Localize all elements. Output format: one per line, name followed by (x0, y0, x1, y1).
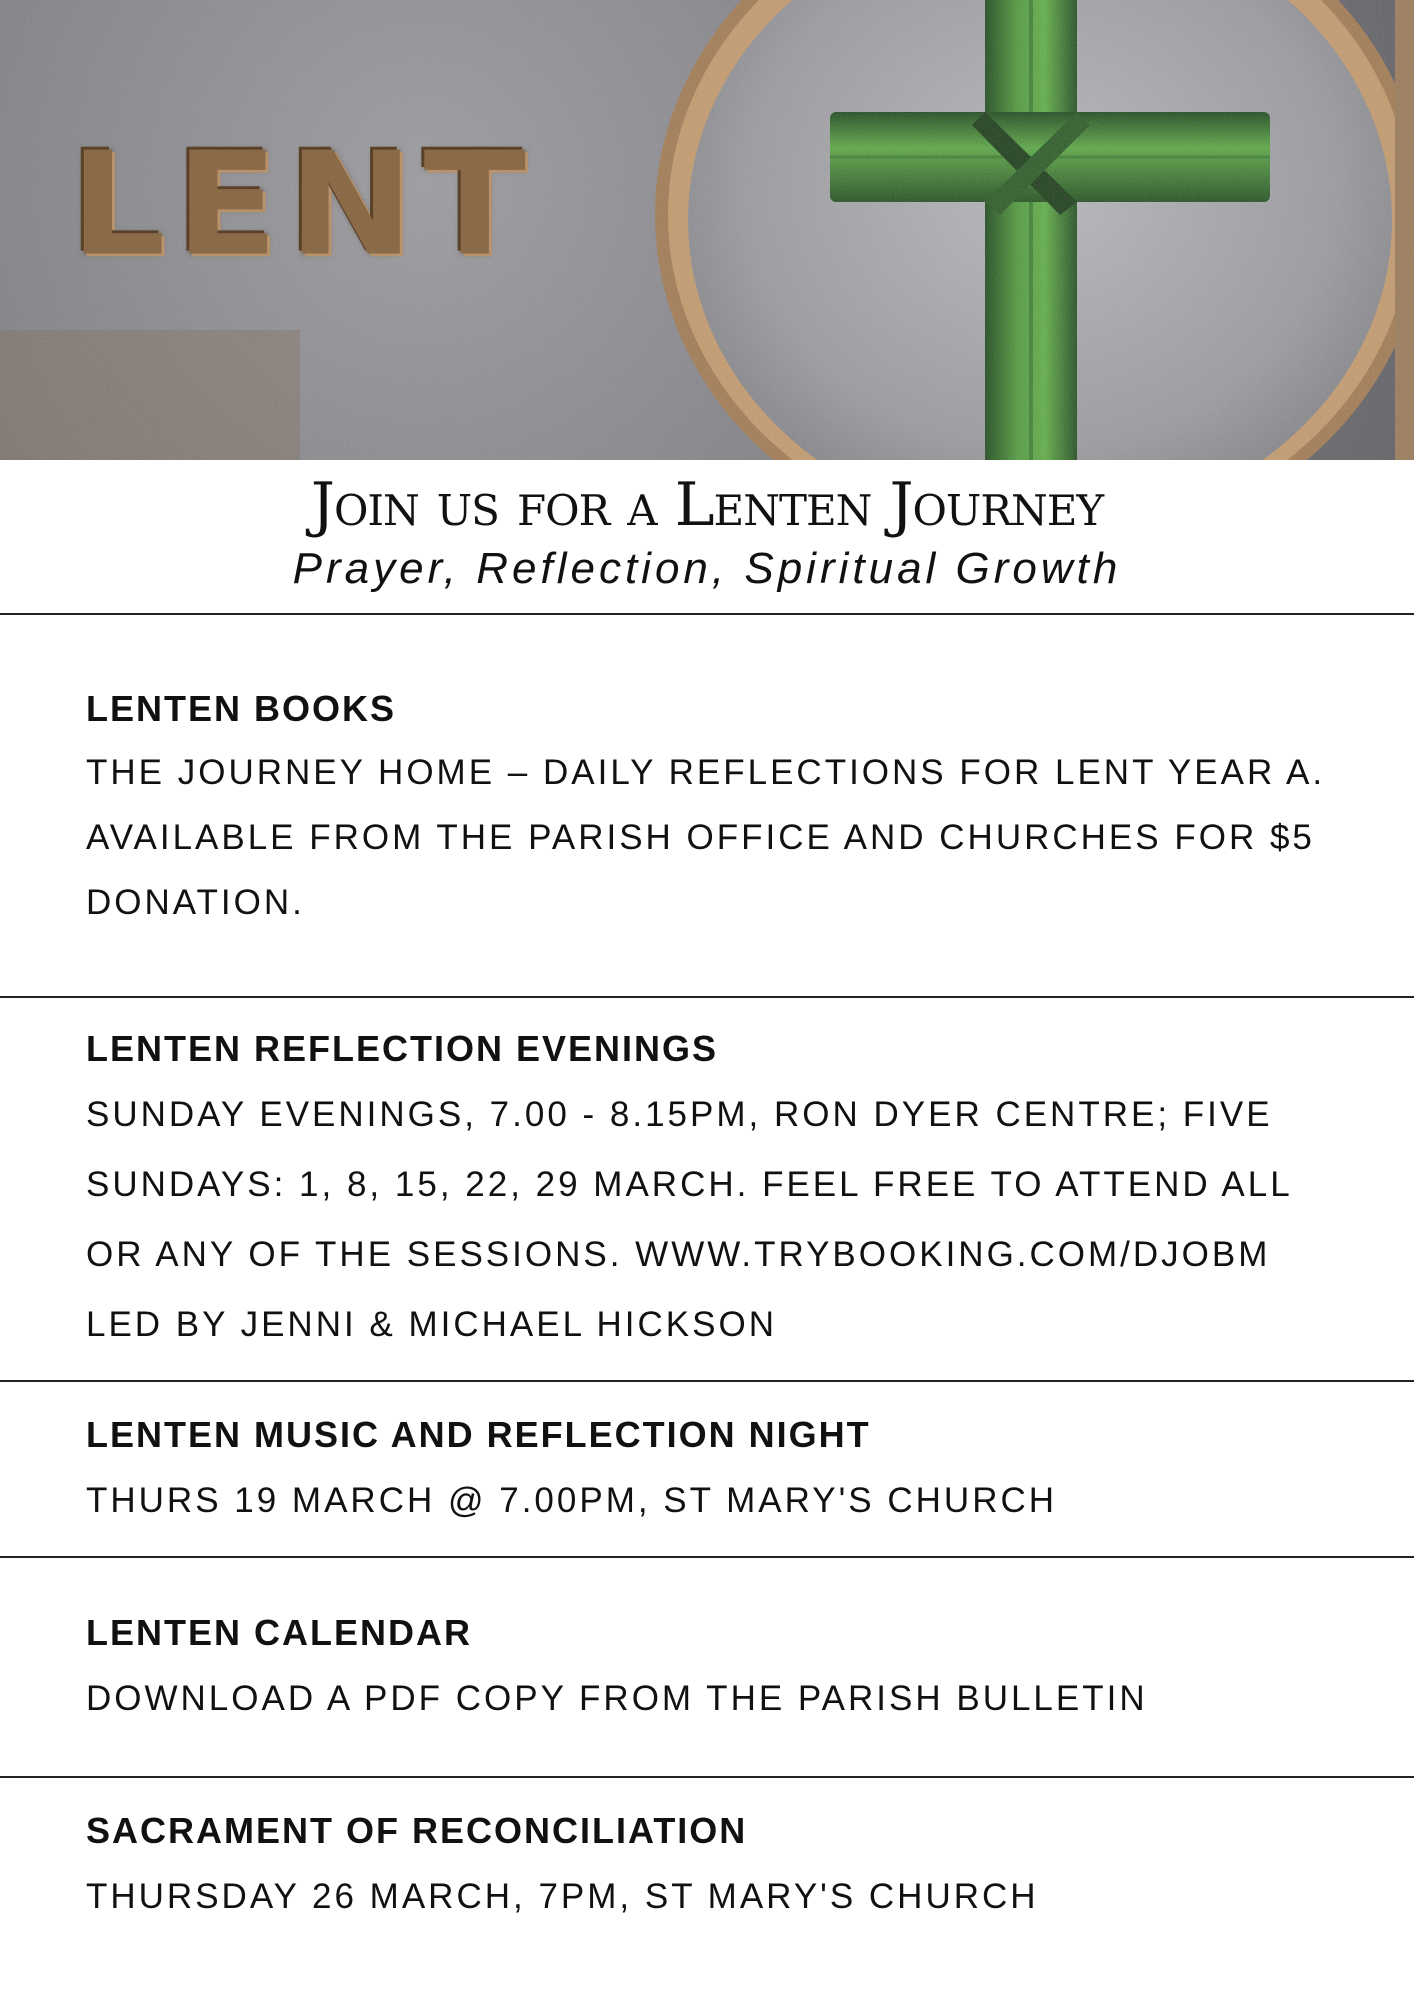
page-title: Join us for a Lenten Journey (310, 470, 1104, 540)
body-line: SUNDAY EVENINGS, 7.00 - 8.15PM, RON DYER CENTRE; FIVE (86, 1095, 1273, 1134)
section-body (86, 1664, 1386, 1734)
section-lenten-books (86, 688, 1386, 935)
body-line: LED BY JENNI & MICHAEL HICKSON (86, 1305, 777, 1344)
section-lenten-calendar (86, 1612, 1386, 1734)
page-subtitle: Prayer, Reflection, Spiritual Growth (292, 544, 1122, 593)
body-line: AVAILABLE FROM THE PARISH OFFICE AND CHURCHES FOR $5 (86, 818, 1315, 857)
section-lenten-reflection-evenings (86, 1028, 1386, 1360)
section-heading: LENTEN BOOKS (86, 688, 397, 729)
section-heading: LENTEN CALENDAR (86, 1612, 472, 1653)
section-body (86, 740, 1386, 935)
divider (0, 996, 1414, 998)
section-heading: LENTEN MUSIC AND REFLECTION NIGHT (86, 1414, 871, 1455)
divider (0, 1776, 1414, 1778)
divider (0, 613, 1414, 615)
body-line: DOWNLOAD A PDF COPY FROM THE PARISH BULLETIN (86, 1679, 1148, 1718)
body-line: THURS 19 MARCH @ 7.00PM, ST MARY'S CHURCH (86, 1481, 1058, 1520)
body-line: SUNDAYS: 1, 8, 15, 22, 29 MARCH. FEEL FREE TO ATTEND ALL (86, 1165, 1293, 1204)
title-block (0, 460, 1414, 614)
section-reconciliation (86, 1810, 1386, 1932)
section-heading: LENTEN REFLECTION EVENINGS (86, 1028, 719, 1069)
section-body (86, 1080, 1386, 1360)
body-line: THURSDAY 26 MARCH, 7PM, ST MARY'S CHURCH (86, 1877, 1039, 1916)
body-line: THE JOURNEY HOME – DAILY REFLECTIONS FOR LENT YEAR A. (86, 753, 1326, 792)
section-body (86, 1862, 1386, 1932)
section-lenten-music-night (86, 1414, 1386, 1536)
lent-word-in-ash: LENT (70, 122, 536, 288)
hero-image (0, 0, 1414, 460)
divider (0, 1380, 1414, 1382)
section-body (86, 1466, 1386, 1536)
body-line: OR ANY OF THE SESSIONS. WWW.TRYBOOKING.COM/DJOBM (86, 1235, 1271, 1274)
body-line: DONATION. (86, 883, 305, 922)
section-heading: SACRAMENT OF RECONCILIATION (86, 1810, 748, 1851)
divider (0, 1556, 1414, 1558)
